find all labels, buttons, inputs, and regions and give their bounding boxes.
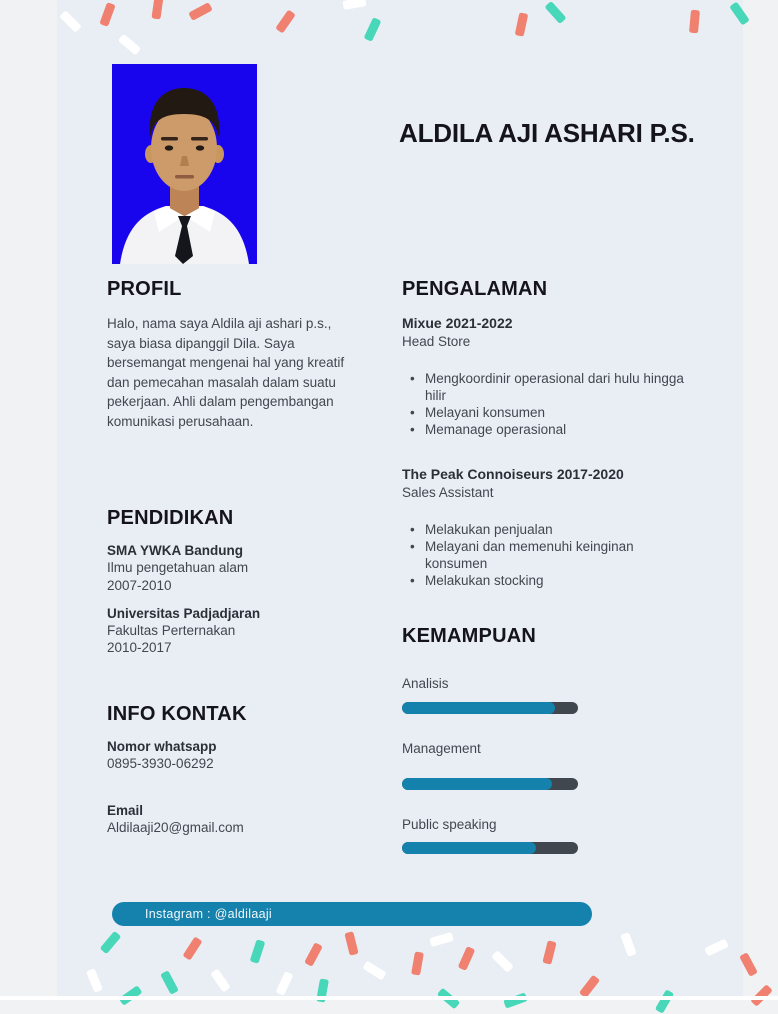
- skill-bar-fill: [402, 778, 552, 790]
- kontak-heading: INFO KONTAK: [107, 703, 247, 725]
- skill-name: Analisis: [402, 676, 449, 691]
- job-item: [402, 465, 712, 589]
- job-bullet: • Memanage operasional: [402, 421, 688, 438]
- skill-bar-fill: [402, 702, 555, 714]
- section-pendidikan: [107, 506, 359, 657]
- job-bullet: • Melayani konsumen: [402, 404, 688, 421]
- skill-list: [402, 675, 712, 854]
- skill-name: Public speaking: [402, 817, 497, 832]
- job-bullet: • Melayani dan memenuhi keinginan konsumen: [402, 538, 688, 572]
- skill-bar-track: [402, 842, 578, 854]
- skill-item: [402, 675, 712, 714]
- school-major: Ilmu pengetahuan alam: [107, 560, 249, 576]
- contact-item: [107, 802, 359, 837]
- pendidikan-heading: PENDIDIKAN: [107, 507, 234, 529]
- job-bullet: • Melakukan penjualan: [402, 521, 688, 538]
- job-bullet-list: [402, 370, 688, 438]
- resume-page: [57, 0, 743, 996]
- skill-bar-track: [402, 702, 578, 714]
- person-portrait-graphic: [112, 64, 257, 264]
- contact-value: 0895-3930-06292: [107, 756, 214, 772]
- job-company: The Peak Connoiseurs 2017-2020: [402, 466, 624, 482]
- profil-heading: PROFIL: [107, 278, 182, 300]
- school-name: SMA YWKA Bandung: [107, 543, 243, 558]
- job-role: Head Store: [402, 334, 471, 349]
- job-bullet-list: [402, 521, 688, 589]
- candidate-name: ALDILA AJI ASHARI P.S.: [399, 118, 695, 148]
- job-company: Mixue 2021-2022: [402, 315, 513, 331]
- pengalaman-heading: PENGALAMAN: [402, 278, 548, 300]
- instagram-banner: [112, 902, 592, 926]
- profile-photo: [112, 64, 257, 264]
- school-major: Fakultas Perternakan: [107, 623, 236, 639]
- skill-bar-track: [402, 778, 578, 790]
- section-kemampuan: [402, 624, 712, 854]
- education-item: [107, 605, 359, 657]
- job-bullet: • Mengkoordinir operasional dari hulu hingga hilir: [402, 370, 688, 404]
- section-pengalaman: [402, 277, 712, 589]
- job-bullet: • Melakukan stocking: [402, 572, 688, 589]
- school-years: 2010-2017: [107, 640, 172, 656]
- job-role: Sales Assistant: [402, 485, 494, 500]
- skill-item: [402, 740, 712, 790]
- contact-label: Email: [107, 802, 144, 818]
- school-years: 2007-2010: [107, 577, 172, 593]
- kemampuan-heading: KEMAMPUAN: [402, 625, 537, 647]
- contact-value: Aldilaaji20@gmail.com: [107, 819, 244, 835]
- section-profil: [107, 277, 359, 431]
- profil-text: Halo, nama saya Aldila aji ashari p.s., saya biasa dipanggil Dila. Saya bersemangat mengenai hal yang kreatif dan pemecahan masalah dalam suatu pekerjaan. Ahli dalam pengembangan komunikasi perusahaan.: [107, 316, 345, 429]
- job-item: [402, 314, 712, 438]
- school-name: Universitas Padjadjaran: [107, 605, 261, 621]
- skill-name: Management: [402, 741, 481, 756]
- skill-bar-fill: [402, 842, 536, 854]
- education-item: [107, 542, 359, 594]
- skill-item: [402, 816, 712, 854]
- instagram-handle: Instagram : @aldilaaji: [145, 907, 272, 921]
- bottom-margin-strip: [0, 996, 778, 1000]
- contact-item: [107, 738, 359, 773]
- section-info-kontak: [107, 702, 359, 836]
- contact-label: Nomor whatsapp: [107, 739, 217, 754]
